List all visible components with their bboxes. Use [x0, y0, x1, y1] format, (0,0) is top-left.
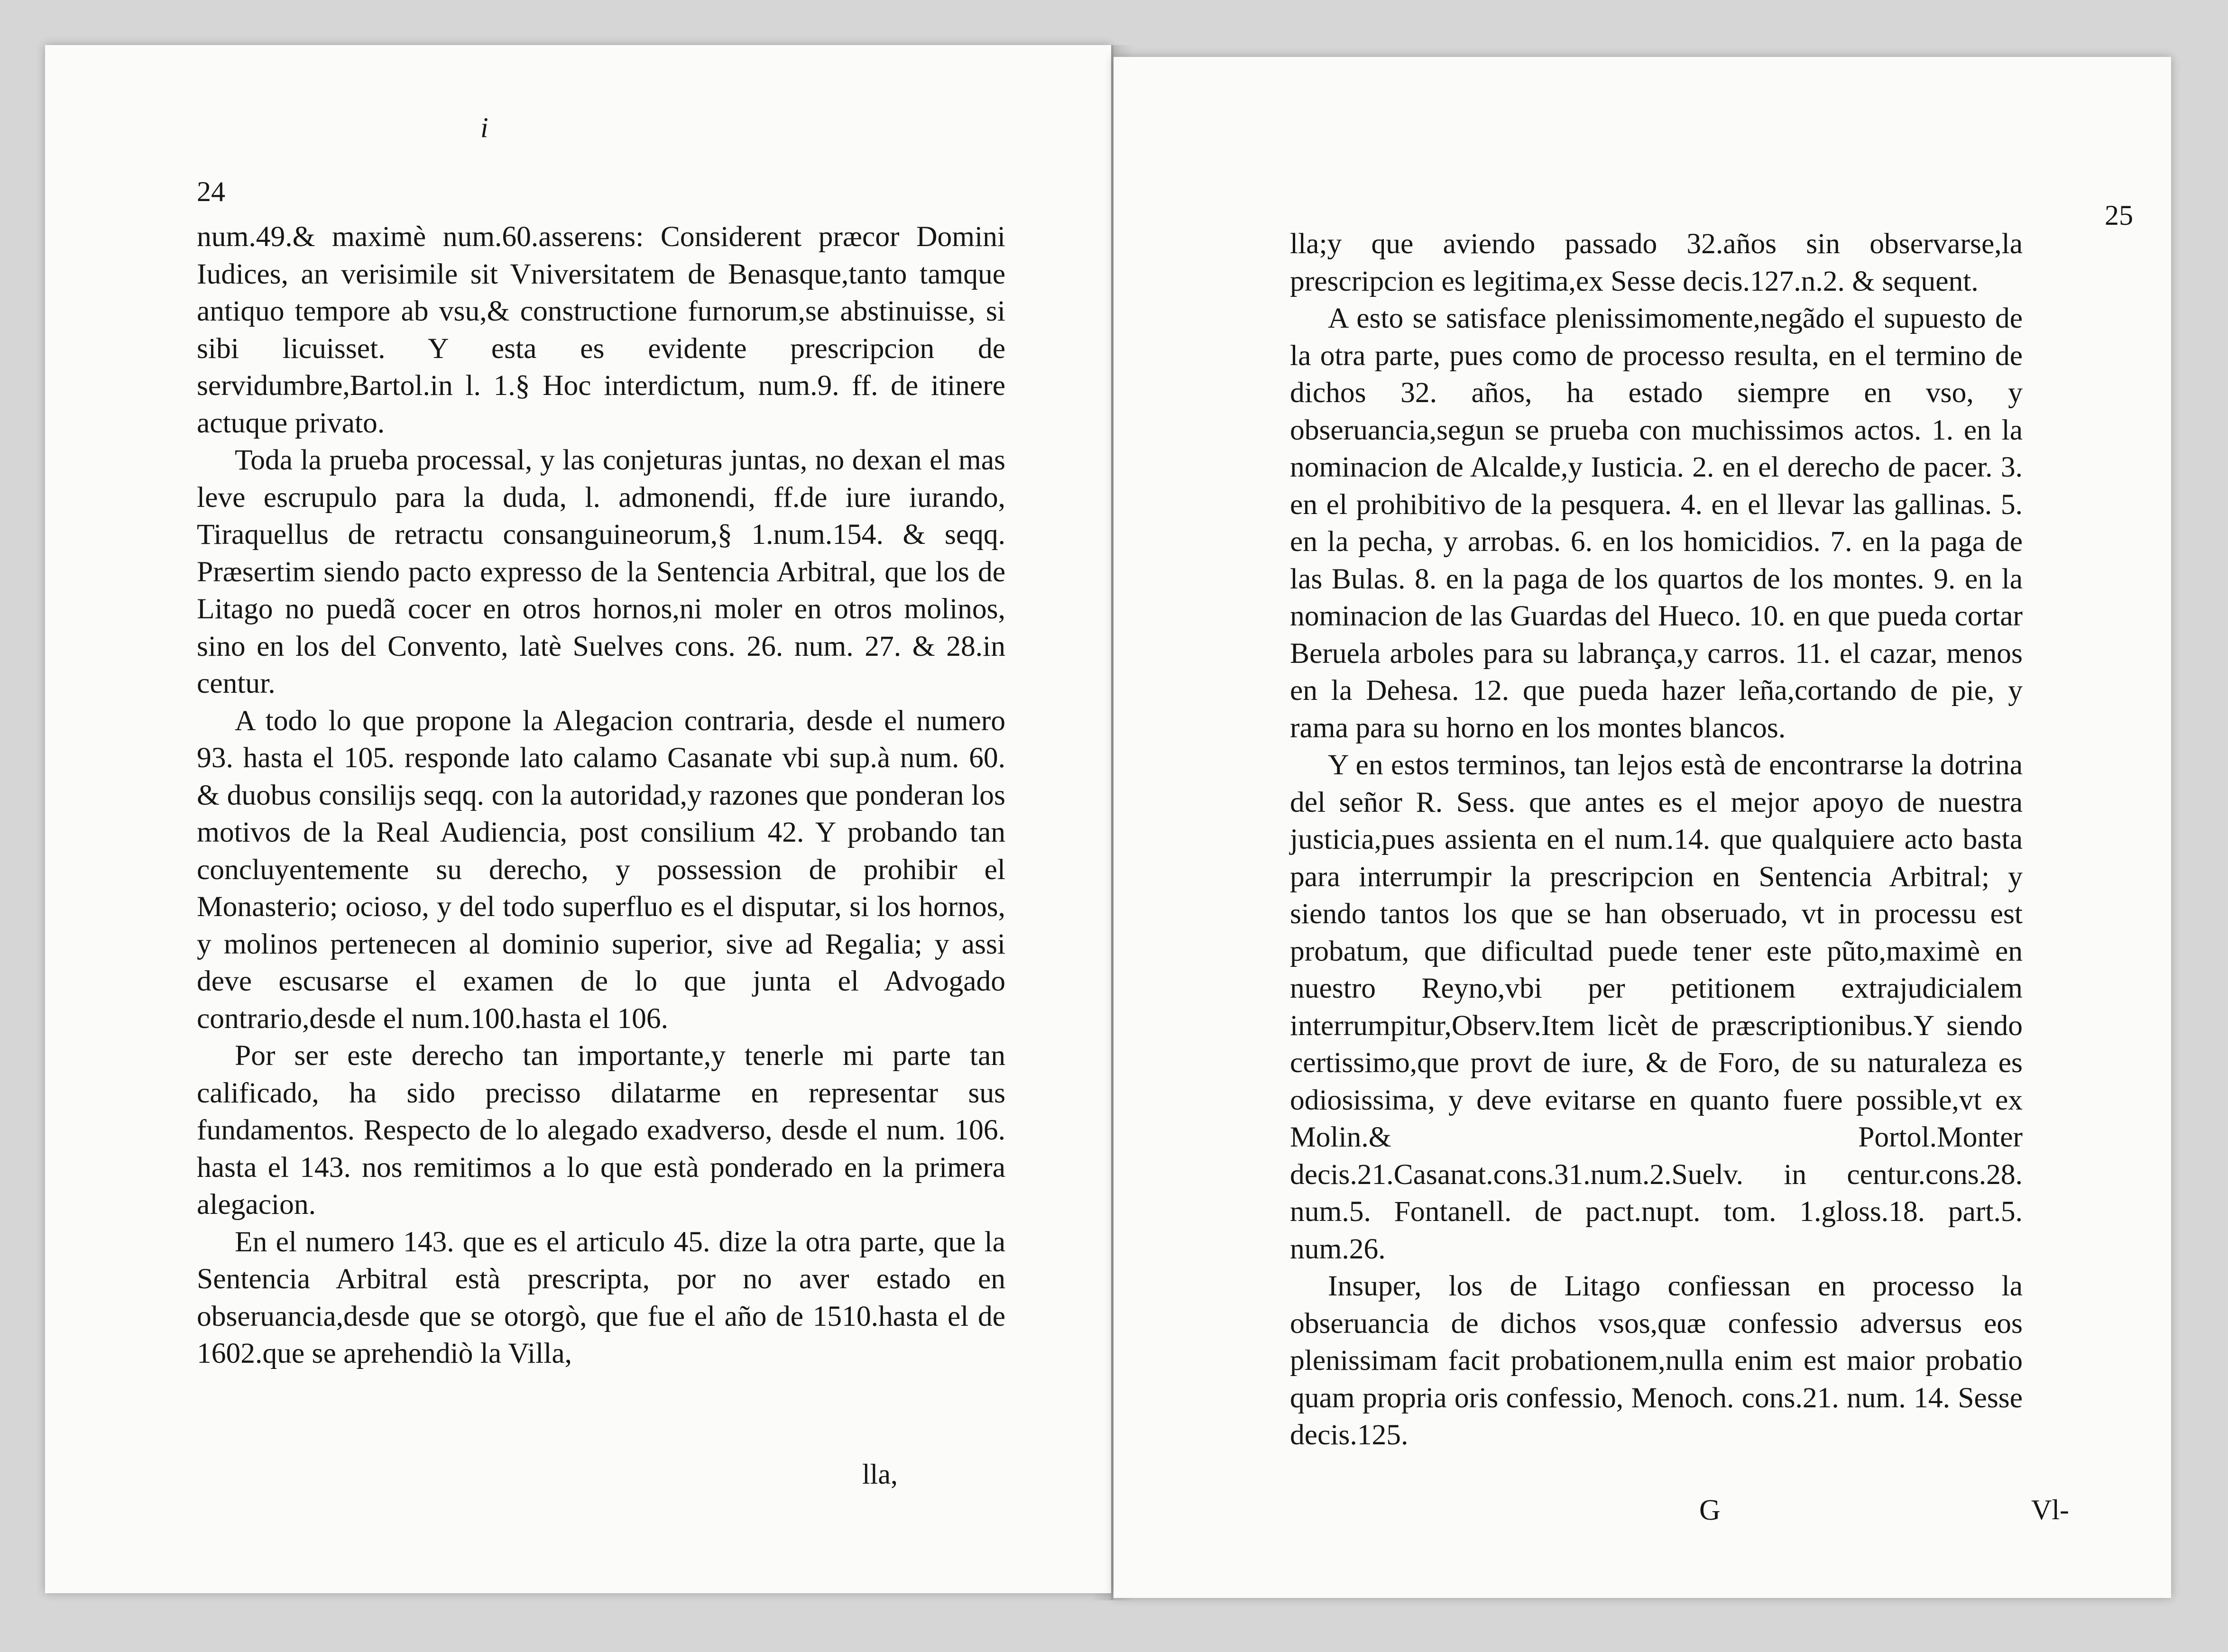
catchword-left: lla,	[862, 1459, 898, 1490]
paragraph: A todo lo que propone la Alegacion contraria, desde el numero 93. hasta el 105. responde lato calamo Casanate vbi sup.à num. 60. & duobus consilijs seqq. con la autoridad,y razones que ponderan los motivos de la Real Audiencia, post consilium 42. Y probando tan concluyentemente su derecho, y possession de prohibir el Monasterio; ocioso, y del todo superfluo es el disputar, si los hornos, y molinos pertenecen al dominio superior, sive ad Regalia; y assi deve escusarse el examen de lo que junta el Advogado contrario,desde el num.100.hasta el 106.	[197, 704, 1005, 1035]
page-number-right: 25	[2105, 200, 2133, 231]
top-mark: i	[480, 112, 488, 143]
catchword-right: Vl-	[2031, 1494, 2069, 1525]
paragraph: En el numero 143. que es el articulo 45. dize la otra parte, que la Sentencia Arbitral està prescripta, por no aver estado en obseruancia,desde que se otorgò, que fue el año de 1510.hasta el de 1602.que se aprehendiò la Villa,	[197, 1225, 1005, 1369]
paragraph: Por ser este derecho tan importante,y tenerle mi parte tan calificado, ha sido precisso dilatarme en representar sus fundamentos. Respecto de lo alegado exadverso, desde el num. 106. hasta el 143. nos remitimos a lo que està ponderado en la primera alegacion.	[197, 1039, 1005, 1221]
paragraph: A esto se satisface plenissimomente,negãdo el supuesto de la otra parte, pues como de processo resulta, en el termino de dichos 32. años, ha estado siempre en vso, y obseruancia,segun se prueba con muchissimos actos. 1. en la nominacion de Alcalde,y Iusticia. 2. en el derecho de pacer. 3. en el prohibitivo de la pesquera. 4. en el llevar las gallinas. 5. en la pecha, y arrobas. 6. en los homicidios. 7. en la paga de las Bulas. 8. en la paga de los quartos de los montes. 9. en la nominacion de las Guardas del Hueco. 10. en que pueda cortar Beruela arboles para su labrança,y carros. 11. el cazar, menos en la Dehesa. 12. que pueda hazer leña,cortando de pie, y rama para su horno en los montes blancos.	[1290, 302, 2023, 744]
paragraph: Toda la prueba processal, y las conjeturas juntas, no dexan el mas leve escrupulo para la duda, l. admonendi, ff.de iure iurando, Tiraquellus de retractu consanguineorum,§ 1.num.154. & seqq. Præsertim siendo pacto expresso de la Sentencia Arbitral, que los de Litago no puedã cocer en otros hornos,ni moler en otros molinos, sino en los del Convento, latè Suelves cons. 26. num. 27. & 28.in centur.	[197, 444, 1005, 699]
left-page-text	[197, 218, 1005, 1372]
paragraph: Y en estos terminos, tan lejos està de encontrarse la dotrina del señor R. Sess. que antes es el mejor apoyo de nuestra justicia,pues assienta en el num.14. que qualquiere acto basta para interrumpir la prescripcion en Sentencia Arbitral; y siendo tantos los que se han obseruado, vt in processu est probatum, que dificultad puede tener este pũto,maximè en nuestro Reyno,vbi per petitionem extrajudicialem interrumpitur,Observ.Item licèt de præscriptionibus.Y siendo certissimo,que provt de iure, & de Foro, de su naturaleza es odiosissima, y deve evitarse en quanto fuere possible,vt ex Molin.& Portol.Monter decis.21.Casanat.cons.31.num.2.Suelv. in centur.cons.28. num.5. Fontanell. de pact.nupt. tom. 1.gloss.18. part.5. num.26.	[1290, 749, 2023, 1265]
page-number-left: 24	[197, 176, 225, 207]
left-page	[45, 45, 1111, 1593]
paragraph: lla;y que aviendo passado 32.años sin observarse,la prescripcion es legitima,ex Sesse decis.127.n.2. & sequent.	[1290, 228, 2023, 297]
right-page	[1114, 57, 2171, 1598]
right-page-text	[1290, 225, 2023, 1454]
signature-mark: G	[1699, 1494, 1721, 1526]
paragraph: Insuper, los de Litago confiessan en processo la obseruancia de dichos vsos,quæ confessio adversus eos plenissimam facit probationem,nulla enim est maior probatio quam propria oris confessio, Menoch. cons.21. num. 14. Sesse decis.125.	[1290, 1270, 2023, 1451]
paragraph: num.49.& maximè num.60.asserens: Considerent præcor Domini Iudices, an verisimile sit Vniversitatem de Benasque,tanto tamque antiquo tempore ab vsu,& constructione furnorum,se abstinuisse, si sibi licuisset. Y esta es evidente prescripcion de servidumbre,Bartol.in l. 1.§ Hoc interdictum, num.9. ff. de itinere actuque privato.	[197, 220, 1005, 439]
